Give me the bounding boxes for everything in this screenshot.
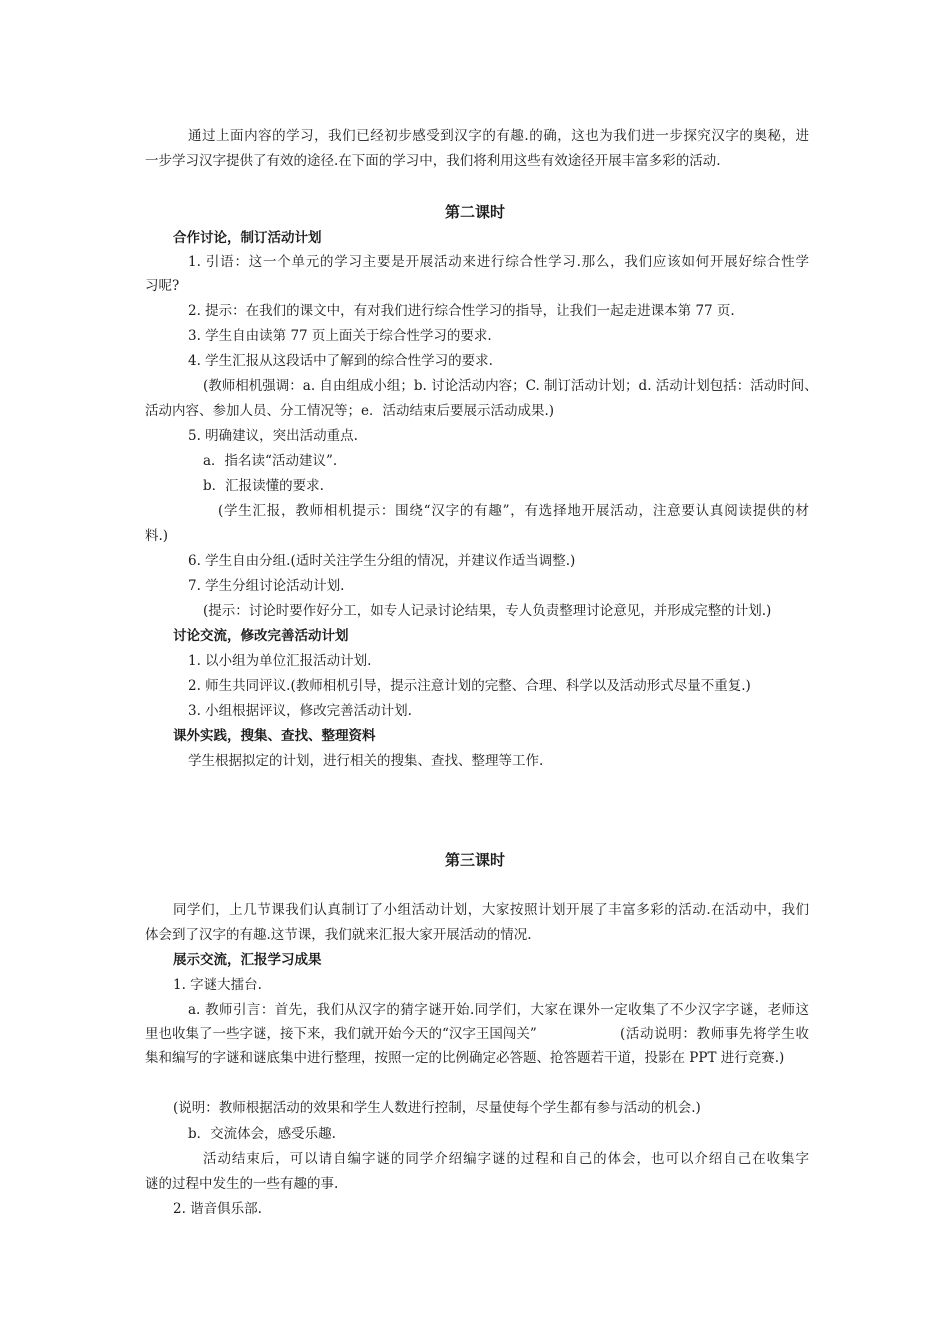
intro-paragraph-line: 体会到了汉字的有趣.这节课，我们就来汇报大家开展活动的情况. — [145, 927, 532, 943]
intro-paragraph-line: 同学们，上几节课我们认真制订了小组活动计划，大家按照计划开展了丰富多彩的活动.在活动中，我们 — [173, 902, 809, 918]
intro-paragraph-line: 通过上面内容的学习，我们已经初步感受到汉字的有趣.的确，这也为我们进一步探究汉字的奥秘，进 — [188, 128, 809, 144]
list-item: 2. 谐音俱乐部. — [173, 1201, 262, 1217]
teacher-note: 料.) — [145, 528, 169, 544]
intro-paragraph-line: 一步学习汉字提供了有效的途径.在下面的学习中，我们将利用这些有效途径开展丰富多彩的活动. — [145, 153, 721, 169]
sub-item: b．交流体会，感受乐趣. — [188, 1126, 336, 1142]
teacher-note: (教师相机强调：a. 自由组成小组；b. 讨论活动内容；C. 制订活动计划；d. 活动计划包括：活动时间、 — [203, 378, 818, 394]
teacher-note: (提示：讨论时要作好分工，如专人记录讨论结果，专人负责整理讨论意见，并形成完整的计划.) — [203, 603, 772, 619]
activity-note: (活动说明：教师事先将学生收 — [620, 1026, 809, 1042]
teacher-note: (学生汇报，教师相机提示：围绕“汉字的有趣”，有选择地开展活动，注意要认真阅读提供的材 — [218, 503, 809, 519]
list-item: 1. 字谜大擂台. — [173, 977, 262, 993]
list-item: 习呢? — [145, 278, 180, 294]
list-item: 3. 小组根据评议，修改完善活动计划. — [188, 703, 412, 719]
list-item: 7. 学生分组讨论活动计划. — [188, 578, 345, 594]
teacher-note: 活动内容、参加人员、分工情况等；e．活动结束后要展示活动成果.) — [145, 403, 555, 419]
list-item: 2. 师生共同评议.(教师相机引导，提示注意计划的完整、合理、科学以及活动形式尽量不重复.) — [188, 678, 751, 694]
list-item: 3. 学生自由读第 77 页上面关于综合性学习的要求. — [188, 328, 492, 344]
activity-note: 集和编写的字谜和谜底集中进行整理，按照一定的比例确定必答题、抢答题若干道，投影在 PPT 进行竞赛.) — [145, 1050, 785, 1066]
sub-item: a．指名读“活动建议”. — [203, 453, 338, 469]
list-item: 1. 以小组为单位汇报活动计划. — [188, 653, 372, 669]
paragraph: 活动结束后，可以请自编字谜的同学介绍编字谜的过程和自己的体会，也可以介绍自己在收集字 — [203, 1151, 809, 1167]
list-item: 5. 明确建议，突出活动重点. — [188, 428, 358, 444]
lesson-3-title: 第三课时 — [444, 851, 505, 869]
section-heading: 展示交流，汇报学习成果 — [173, 952, 322, 968]
lesson-2-title: 第二课时 — [444, 203, 505, 221]
list-item: 1. 引语：这一个单元的学习主要是开展活动来进行综合性学习.那么，我们应该如何开展好综合性学 — [188, 254, 809, 270]
sub-item: 里也收集了一些字谜，接下来，我们就开始今天的“汉字王国闯关” — [145, 1026, 537, 1042]
section-heading: 课外实践，搜集、查找、整理资料 — [173, 728, 376, 744]
section-heading: 讨论交流，修改完善活动计划 — [173, 628, 349, 644]
sub-item: a. 教师引言：首先，我们从汉字的猜字谜开始.同学们，大家在课外一定收集了不少汉字字谜，老师这 — [188, 1002, 809, 1018]
paragraph: 谜的过程中发生的一些有趣的事. — [145, 1176, 339, 1192]
sub-item: b．汇报读懂的要求. — [203, 478, 324, 494]
list-item: 4. 学生汇报从这段话中了解到的综合性学习的要求. — [188, 353, 493, 369]
paragraph: 学生根据拟定的计划，进行相关的搜集、查找、整理等工作. — [188, 753, 544, 769]
list-item: 2. 提示：在我们的课文中，有对我们进行综合性学习的指导，让我们一起走进课本第 77 页. — [188, 303, 735, 319]
list-item: 6. 学生自由分组.(适时关注学生分组的情况，并建议作适当调整.) — [188, 553, 576, 569]
teacher-note: (说明：教师根据活动的效果和学生人数进行控制，尽量使每个学生都有参与活动的机会.) — [173, 1100, 701, 1116]
section-heading: 合作讨论，制订活动计划 — [173, 230, 322, 246]
